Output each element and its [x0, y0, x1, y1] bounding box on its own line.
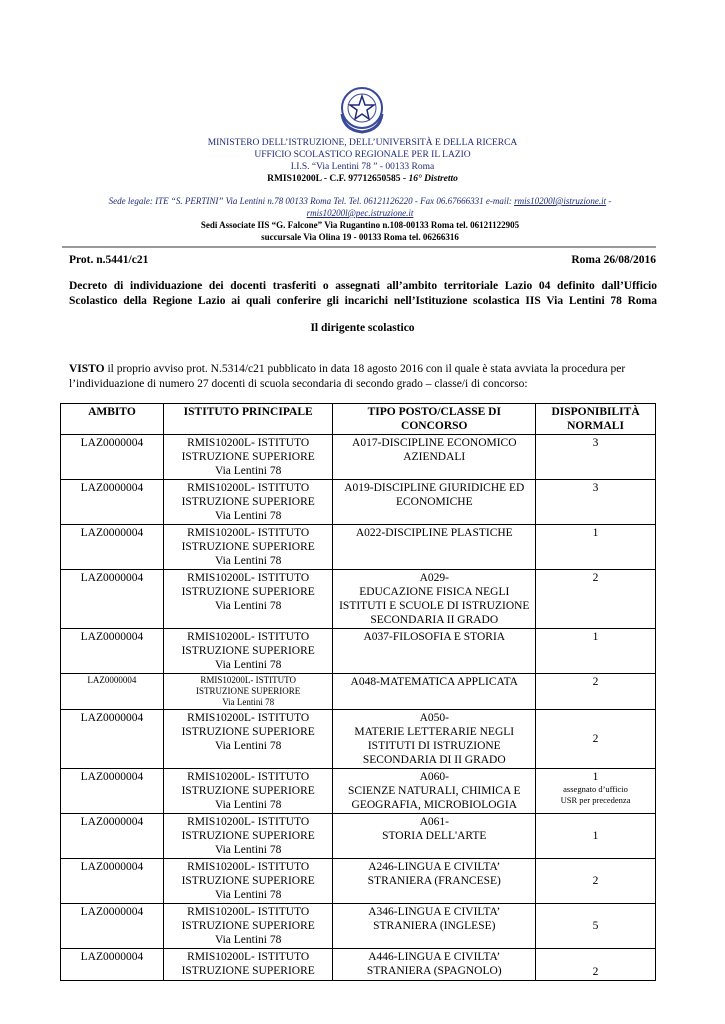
istituto-line: ISTRUZIONE SUPERIORE — [181, 785, 315, 797]
disponibilita-cell — [536, 949, 656, 981]
table-row — [61, 769, 656, 814]
istituto-line: RMIS10200L- ISTITUTO — [187, 861, 310, 873]
disponibilita-cell — [536, 769, 656, 814]
positions-table — [60, 403, 656, 981]
protocol-number: Prot. n.5441/c21 — [69, 254, 149, 266]
classe-cell — [333, 904, 536, 949]
classe-line: STRANIERA (FRANCESE) — [367, 875, 501, 887]
classe-line: A446-LINGUA E CIVILTA’ — [368, 951, 501, 963]
disponibilita-value: 3 — [592, 437, 599, 449]
istituto-line: Via Lentini 78 — [214, 740, 282, 752]
disponibilita-cell — [536, 525, 656, 570]
table-row — [61, 570, 656, 629]
classe-line: GEOGRAFIA, MICROBIOLOGIA — [351, 799, 518, 811]
table-row — [61, 710, 656, 769]
istituto-line: Via Lentini 78 — [214, 510, 282, 522]
table-row — [61, 814, 656, 859]
visto-paragraph — [69, 362, 657, 392]
istituto-line: Via Lentini 78 — [214, 889, 282, 901]
classe-line: A050- — [419, 712, 449, 724]
classe-line: A017-DISCIPLINE ECONOMICO — [352, 437, 517, 449]
istituto-line: ISTRUZIONE SUPERIORE — [181, 586, 315, 598]
classe-line: STORIA DELL'ARTE — [382, 830, 487, 842]
disponibilita-cell — [536, 570, 656, 629]
disponibilita-cell — [536, 904, 656, 949]
classe-line: A048-MATEMATICA APPLICATA — [350, 676, 518, 688]
istituto-cell — [163, 629, 333, 674]
title-line: Scolastico della Regione Lazio ai quali conferire gli incarichi nell’Istituzione scolastica IIS Via Lentini 78 Roma — [69, 295, 657, 307]
divider — [62, 246, 656, 248]
classe-line: AZIENDALI — [403, 451, 466, 463]
classe-line: A246-LINGUA E CIVILTA’ — [368, 861, 501, 873]
istituto-cell — [163, 904, 333, 949]
istituto-line: RMIS10200L- ISTITUTO — [187, 816, 310, 828]
istituto-line: Via Lentini 78 — [214, 799, 282, 811]
note-line: USR per precedenza — [560, 795, 631, 805]
classe-line: SECONDARIA DI II GRADO — [362, 754, 506, 766]
classe-line: SECONDARIA II GRADO — [370, 614, 499, 626]
disponibilita-value: 1 — [592, 527, 599, 539]
classe-line: STRANIERA (SPAGNOLO) — [366, 965, 502, 977]
istituto-cell — [163, 674, 333, 710]
succursale-text: succursale Via Olina 19 - 00133 Roma tel. 06266316 — [261, 232, 459, 242]
classe-line: ISTITUTI E SCUOLE DI ISTRUZIONE — [339, 600, 530, 612]
classe-cell — [333, 949, 536, 981]
classe-cell — [333, 480, 536, 525]
istituto-cell — [163, 525, 333, 570]
ambito-cell: LAZ0000004 — [61, 435, 164, 480]
column-header: AMBITO — [61, 404, 164, 435]
istituto-line: ISTRUZIONE SUPERIORE — [196, 686, 301, 696]
title-line: Decreto di individuazione dei docenti trasferiti o assegnati all’ambito territoriale Lazio 04 definito dall’Ufficio — [69, 280, 657, 292]
ambito-cell: LAZ0000004 — [61, 629, 164, 674]
classe-line: ISTITUTI DI ISTRUZIONE — [367, 740, 501, 752]
ambito-cell: LAZ0000004 — [61, 904, 164, 949]
disponibilita-cell — [536, 814, 656, 859]
istituto-line: Via Lentini 78 — [214, 844, 282, 856]
ministry-name: MINISTERO DELL’ISTRUZIONE, DELL’UNIVERSITÀ E DELLA RICERCA — [207, 138, 518, 148]
sede-text: Sede legale: ITE “S. PERTINI” Via Lentini n.78 00133 Roma Tel. Tel. 06121126220 - Fax 06.67666331 e-mail: — [108, 196, 515, 206]
ambito-cell: LAZ0000004 — [61, 525, 164, 570]
istituto-cell — [163, 435, 333, 480]
istituto-line: ISTRUZIONE SUPERIORE — [181, 541, 315, 553]
istituto-line: ISTRUZIONE SUPERIORE — [181, 875, 315, 887]
istituto-line: RMIS10200L- ISTITUTO — [187, 712, 310, 724]
district: 16° Distretto — [408, 174, 458, 184]
istituto-line: Via Lentini 78 — [214, 465, 282, 477]
istituto-line: Via Lentini 78 — [222, 697, 275, 707]
table-row — [61, 949, 656, 981]
istituto-line: RMIS10200L- ISTITUTO — [187, 572, 310, 584]
istituto-line: RMIS10200L- ISTITUTO — [187, 437, 310, 449]
decree-title — [69, 279, 657, 309]
istituto-cell — [163, 814, 333, 859]
ambito-cell: LAZ0000004 — [61, 674, 164, 710]
disponibilita-cell — [536, 674, 656, 710]
istituto-cell — [163, 769, 333, 814]
disponibilita-value: 3 — [592, 482, 599, 494]
istituto-line: Via Lentini 78 — [214, 659, 282, 671]
visto-label: VISTO — [69, 363, 105, 375]
istituto-line: ISTRUZIONE SUPERIORE — [181, 830, 315, 842]
disponibilita-value: 5 — [592, 920, 599, 932]
sedi-associate-text: Sedi Associate IIS “G. Falcone” Via Rugantino n.108-00133 Roma tel. 06121122905 — [200, 220, 520, 230]
disponibilita-value: 2 — [592, 572, 599, 584]
classe-cell — [333, 769, 536, 814]
email-link[interactable]: rmis10200l@istruzione.it — [514, 196, 607, 206]
istituto-line: RMIS10200L- ISTITUTO — [187, 482, 310, 494]
ambito-cell: LAZ0000004 — [61, 949, 164, 981]
classe-line: A037-FILOSOFIA E STORIA — [363, 631, 506, 643]
istituto-line: RMIS10200L- ISTITUTO — [187, 771, 310, 783]
istituto-line: RMIS10200L- ISTITUTO — [187, 951, 310, 963]
classe-line: A060- — [419, 771, 449, 783]
table-row — [61, 859, 656, 904]
classe-cell — [333, 570, 536, 629]
classe-cell — [333, 674, 536, 710]
sedi-associate — [60, 219, 660, 243]
ambito-cell: LAZ0000004 — [61, 570, 164, 629]
classe-cell — [333, 814, 536, 859]
classe-line: A061- — [419, 816, 449, 828]
istituto-cell — [163, 710, 333, 769]
classe-cell — [333, 525, 536, 570]
disponibilita-cell — [536, 629, 656, 674]
classe-cell — [333, 629, 536, 674]
table-row — [61, 525, 656, 570]
ambito-cell: LAZ0000004 — [61, 814, 164, 859]
column-header: DISPONIBILITÀ NORMALI — [536, 404, 656, 435]
classe-line: STRANIERA (INGLESE) — [373, 920, 496, 932]
istituto-line: ISTRUZIONE SUPERIORE — [181, 451, 315, 463]
office-name: UFFICIO SCOLASTICO REGIONALE PER IL LAZIO — [254, 150, 471, 160]
table-row — [61, 480, 656, 525]
ambito-cell: LAZ0000004 — [61, 480, 164, 525]
istituto-line: ISTRUZIONE SUPERIORE — [181, 726, 315, 738]
disponibilita-value: 2 — [592, 733, 599, 745]
istituto-cell — [163, 480, 333, 525]
document-date: Roma 26/08/2016 — [571, 254, 656, 266]
dirigente-heading: Il dirigente scolastico — [310, 322, 415, 334]
classe-line: EDUCAZIONE FISICA NEGLI — [359, 586, 510, 598]
istituto-cell — [163, 949, 333, 981]
school-code — [0, 173, 725, 185]
ambito-cell: LAZ0000004 — [61, 710, 164, 769]
classe-line: SCIENZE NATURALI, CHIMICA E — [348, 785, 521, 797]
classe-cell — [333, 435, 536, 480]
istituto-line: ISTRUZIONE SUPERIORE — [181, 496, 315, 508]
disponibilita-cell — [536, 859, 656, 904]
pec-link[interactable]: rmis10200l@pec.istruzione.it — [306, 208, 414, 218]
table-row — [61, 629, 656, 674]
istituto-cell — [163, 570, 333, 629]
disponibilita-value: 2 — [592, 966, 599, 978]
table-row — [61, 904, 656, 949]
classe-line: MATERIE LETTERARIE NEGLI — [354, 726, 515, 738]
istituto-line: RMIS10200L- ISTITUTO — [187, 631, 310, 643]
school-name: I.I.S. “Via Lentini 78 ” - 00133 Roma — [290, 162, 435, 172]
note-line: assegnato d’ufficio — [563, 784, 628, 794]
disponibilita-value: 1 — [592, 631, 599, 643]
istituto-line: RMIS10200L- ISTITUTO — [187, 527, 310, 539]
classe-cell — [333, 859, 536, 904]
disponibilita-cell — [536, 480, 656, 525]
classe-line: A029- — [419, 572, 449, 584]
disponibilita-cell — [536, 710, 656, 769]
istituto-line: Via Lentini 78 — [214, 555, 282, 567]
classe-line: A022-DISCIPLINE PLASTICHE — [355, 527, 513, 539]
code: RMIS10200L - C.F. 97712650585 - — [267, 174, 409, 184]
table-row — [61, 435, 656, 480]
ambito-cell: LAZ0000004 — [61, 859, 164, 904]
disponibilita-cell — [536, 435, 656, 480]
istituto-line: RMIS10200L- ISTITUTO — [187, 906, 310, 918]
table-row — [61, 674, 656, 710]
istituto-cell — [163, 859, 333, 904]
classe-line: ECONOMICHE — [395, 496, 473, 508]
disponibilita-value: 1 — [592, 771, 599, 783]
classe-line: A019-DISCIPLINE GIURIDICHE ED — [344, 482, 525, 494]
column-header: TIPO POSTO/CLASSE DI CONCORSO — [333, 404, 536, 435]
disponibilita-value: 2 — [592, 676, 599, 688]
visto-text: il proprio avviso prot. N.5314/c21 pubblicato in data 18 agosto 2016 con il quale è stata avviata la procedura per l’individuazione di numero 27 docenti di scuola secondaria di secondo grado – classe/i di concorso: — [69, 363, 626, 390]
classe-cell — [333, 710, 536, 769]
republic-emblem-logo — [334, 84, 390, 136]
istituto-line: Via Lentini 78 — [214, 600, 282, 612]
istituto-line: ISTRUZIONE SUPERIORE — [181, 920, 315, 932]
istituto-line: ISTRUZIONE SUPERIORE — [181, 965, 315, 977]
istituto-line: Via Lentini 78 — [214, 934, 282, 946]
sede-legale: Sede legale: ITE “S. PERTINI” Via Lentini n.78 00133 Roma Tel. Tel. 06121126220 - Fax 06.67666331 e-mail: rmis10200l@istruzione.it - rmis10200l@pec.istruzione.it — [108, 196, 612, 218]
column-header: ISTITUTO PRINCIPALE — [163, 404, 333, 435]
disponibilita-value: 2 — [592, 875, 599, 887]
ambito-cell: LAZ0000004 — [61, 769, 164, 814]
istituto-line: RMIS10200L- ISTITUTO — [200, 675, 296, 685]
classe-line: A346-LINGUA E CIVILTA’ — [368, 906, 501, 918]
disponibilita-value: 1 — [592, 830, 599, 842]
istituto-line: ISTRUZIONE SUPERIORE — [181, 645, 315, 657]
